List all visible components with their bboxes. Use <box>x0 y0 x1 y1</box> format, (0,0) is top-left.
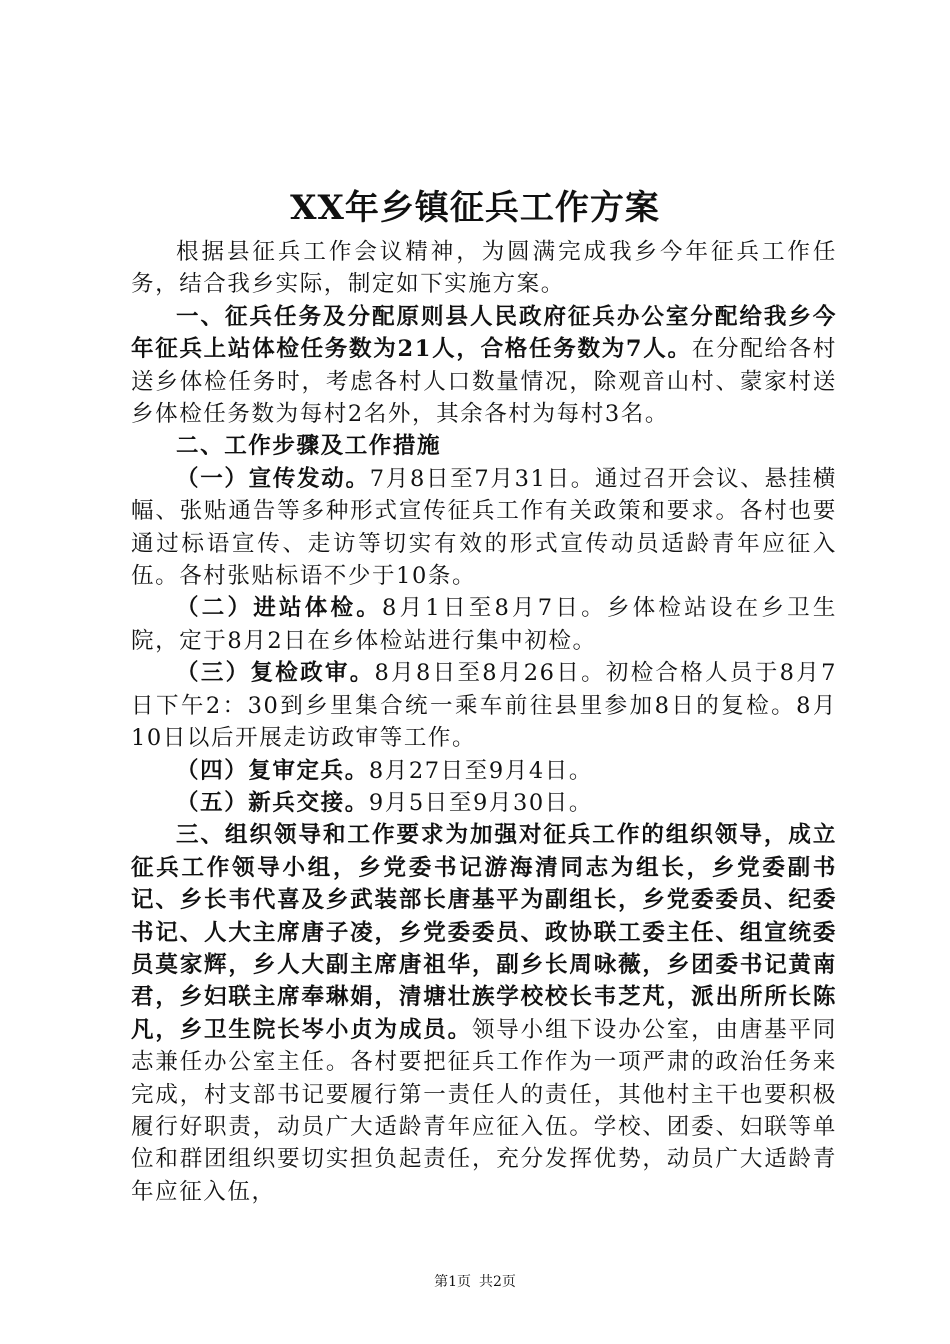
section-one-heading: 一、征兵任务及分配原则县人民政府征兵办公室分配给我乡今年征兵上站体检任务数为21人，合格任务数为7人。 <box>131 303 837 363</box>
paragraph-section-one <box>131 301 837 431</box>
step-four-label: （四）复审定兵。 <box>176 757 369 784</box>
section-one-text: 在分配给各村送乡体检任务时，考虑各村人口数量情况，除观音山村、蒙家村送乡体检任务数为每村2名外，其余各村为每村3名。 <box>131 336 837 428</box>
document-title: XX年乡镇征兵工作方案 <box>290 188 660 228</box>
step-three-text: 8月8日至8月26日。初检合格人员于8月7日下午2：30到乡里集合统一乘车前往县里参加8日的复检。8月10日以后开展走访政审等工作。 <box>131 660 837 752</box>
step-five-text: 9月5日至9月30日。 <box>368 789 593 816</box>
paragraph-step-two <box>131 592 837 657</box>
section-two-heading: 二、工作步骤及工作措施 <box>176 433 442 460</box>
step-two-label: （二）进站体检。 <box>176 595 383 622</box>
step-one-label: （一）宣传发动。 <box>176 465 370 492</box>
paragraph-step-three <box>131 657 837 754</box>
step-two-text: 8月1日至8月7日。乡体检站设在乡卫生院，定于8月2日在乡体检站进行集中初检。 <box>131 595 837 654</box>
section-three-text: 领导小组下设办公室，由唐基平同志兼任办公室主任。各村要把征兵工作作为一项严肃的政治任务来完成，村支部书记要履行第一责任人的责任，其他村主干也要积极履行好职责，动员广大适龄青年应征入伍。学校、团委、妇联等单位和群团组织要切实担负起责任，充分发挥优势，动员广大适龄青年应征入伍， <box>131 1016 837 1205</box>
paragraph-intro <box>131 236 837 301</box>
section-three-heading: 三、组织领导和工作要求为加强对征兵工作的组织领导，成立征兵工作领导小组，乡党委书记游海清同志为组长，乡党委副书记、乡长韦代喜及乡武装部长唐基平为副组长，乡党委委员、纪委书记、人大主席唐子凌，乡党委委员、政协联工委主任、组宣统委员莫家辉，乡人大副主席唐祖华，副乡长周咏薇，乡团委书记黄南君，乡妇联主席奉琳娟，清塘壮族学校校长韦芝芃，派出所所长陈凡，乡卫生院长岑小贞为成员。 <box>131 822 837 1043</box>
paragraph-step-one <box>131 463 837 593</box>
step-one-text: 7月8日至7月31日。通过召开会议、悬挂横幅、张贴通告等多种形式宣传征兵工作有关政策和要求。各村也要通过标语宣传、走访等切实有效的形式宣传动员适龄青年应征入伍。各村张贴标语不少于10条。 <box>131 465 837 590</box>
step-three-label: （三）复检政审。 <box>176 660 375 687</box>
paragraph-section-three <box>131 819 837 1208</box>
page-footer <box>0 1272 950 1292</box>
page-number-current: 第1页 <box>434 1274 471 1290</box>
paragraph-step-four <box>131 755 837 787</box>
step-five-label: （五）新兵交接。 <box>176 789 369 816</box>
paragraph-step-five <box>131 787 837 819</box>
paragraph-section-two <box>131 430 837 462</box>
paragraph-intro-text: 根据县征兵工作会议精神，为圆满完成我乡今年征兵工作任务，结合我乡实际，制定如下实施方案。 <box>131 239 837 298</box>
step-four-text: 8月27日至9月4日。 <box>368 757 593 784</box>
page-number-total: 共2页 <box>479 1274 516 1290</box>
document-body <box>131 236 837 1208</box>
